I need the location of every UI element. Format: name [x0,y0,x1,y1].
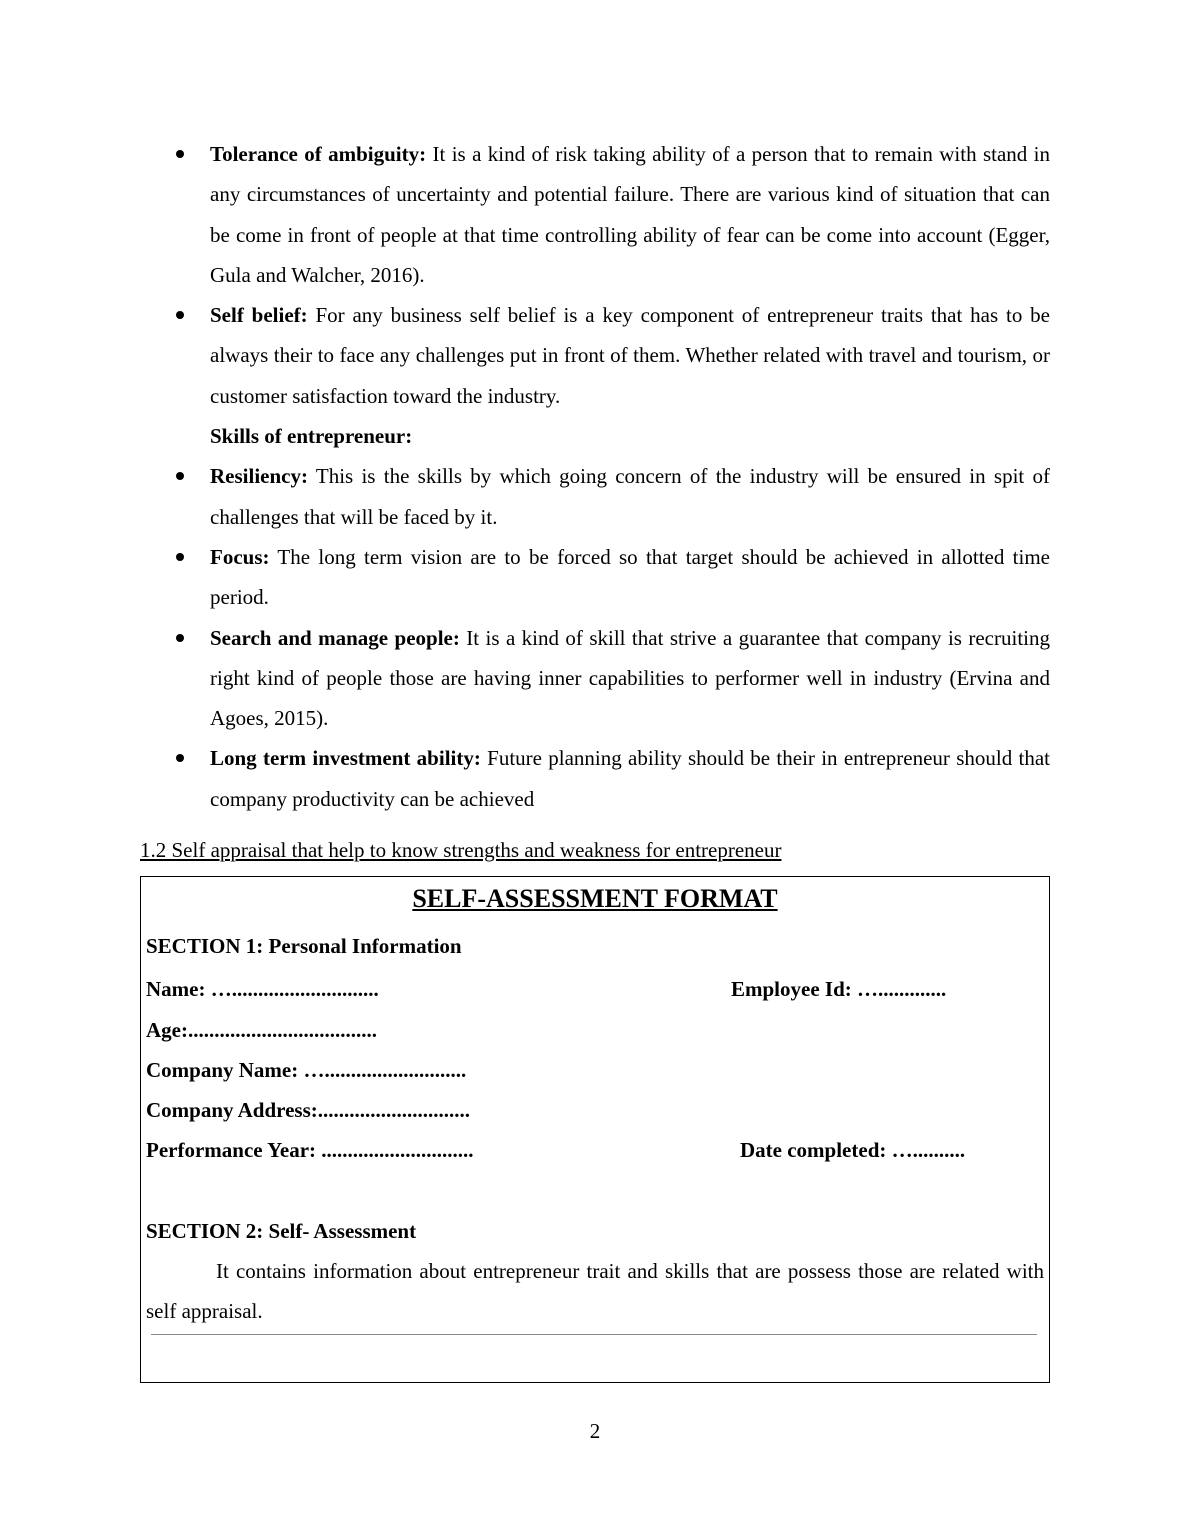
list-item-long-term [140,738,1050,819]
page-number: 2 [589,1419,601,1443]
bullet-icon [176,472,184,480]
section-heading: 1.2 Self appraisal that help to know strengths and weakness for entrepreneur [140,838,782,862]
list-item-search-manage [140,618,1050,739]
name-field: Name: …............................ [146,977,379,1001]
section2-heading: SECTION 2: Self- Assessment [146,1219,417,1243]
list-item-self-belief [140,295,1050,416]
list-item-text: This is the skills by which going concern of the industry will be ensured in spit of challenges that will be faced by it. [210,464,1050,529]
skills-heading: Skills of entrepreneur: [210,424,413,449]
list-item-term: Long term investment ability: [210,746,481,771]
list-item-term: Search and manage people: [210,625,460,650]
bullet-icon [176,150,184,158]
section1-heading: SECTION 1: Personal Information [146,934,462,958]
section2-paragraph: It contains information about entrepreneur trait and skills that are possess those are related with self appraisal. [146,1259,1044,1324]
divider-line [151,1334,1037,1335]
date-completed-field: Date completed: ….......... [740,1138,966,1162]
list-item-tolerance [140,134,1050,295]
bullet-icon [176,754,184,762]
list-item-term: Self belief: [210,303,308,328]
bullet-icon [176,634,184,642]
list-item-resiliency [140,456,1050,537]
list-item-term: Resiliency: [210,464,308,489]
list-item-text: It is a kind of risk taking ability of a person that to remain with stand in any circumstances of uncertainty and potential failure. There are various kind of situation that can be come in front of people at that time controlling ability of fear can be come into account (Egger, Gula and Walcher, 2016). [210,142,1050,287]
company-address-field: Company Address:............................. [146,1098,470,1122]
list-item-term: Focus: [210,544,270,569]
age-field: Age:.................................... [146,1018,377,1042]
list-item-text: It is a kind of skill that strive a guarantee that company is recruiting right kind of people those are having inner capabilities to performer well in industry (Ervina and Agoes, 2015). [210,625,1051,731]
bullet-icon [176,311,184,319]
list-item-focus [140,537,1050,618]
employee-id-field: Employee Id: …............. [731,977,947,1001]
list-item-term: Tolerance of ambiguity: [210,142,427,166]
list-item-text: For any business self belief is a key component of entrepreneur traits that has to be always their to face any challenges put in front of them. Whether related with travel and tourism, or customer satisfaction toward the industry. [210,303,1050,408]
bullet-icon [176,553,184,561]
company-name-field: Company Name: …........................... [146,1058,467,1082]
list-item-text: Future planning ability should be their in entrepreneur should that company productivity can be achieved [210,746,1050,811]
performance-year-field: Performance Year: ............................. [146,1138,474,1162]
list-item-text: The long term vision are to be forced so that target should be achieved in allotted time period. [210,544,1050,610]
traits-list [140,134,1050,819]
form-title: SELF-ASSESSMENT FORMAT [412,884,778,913]
